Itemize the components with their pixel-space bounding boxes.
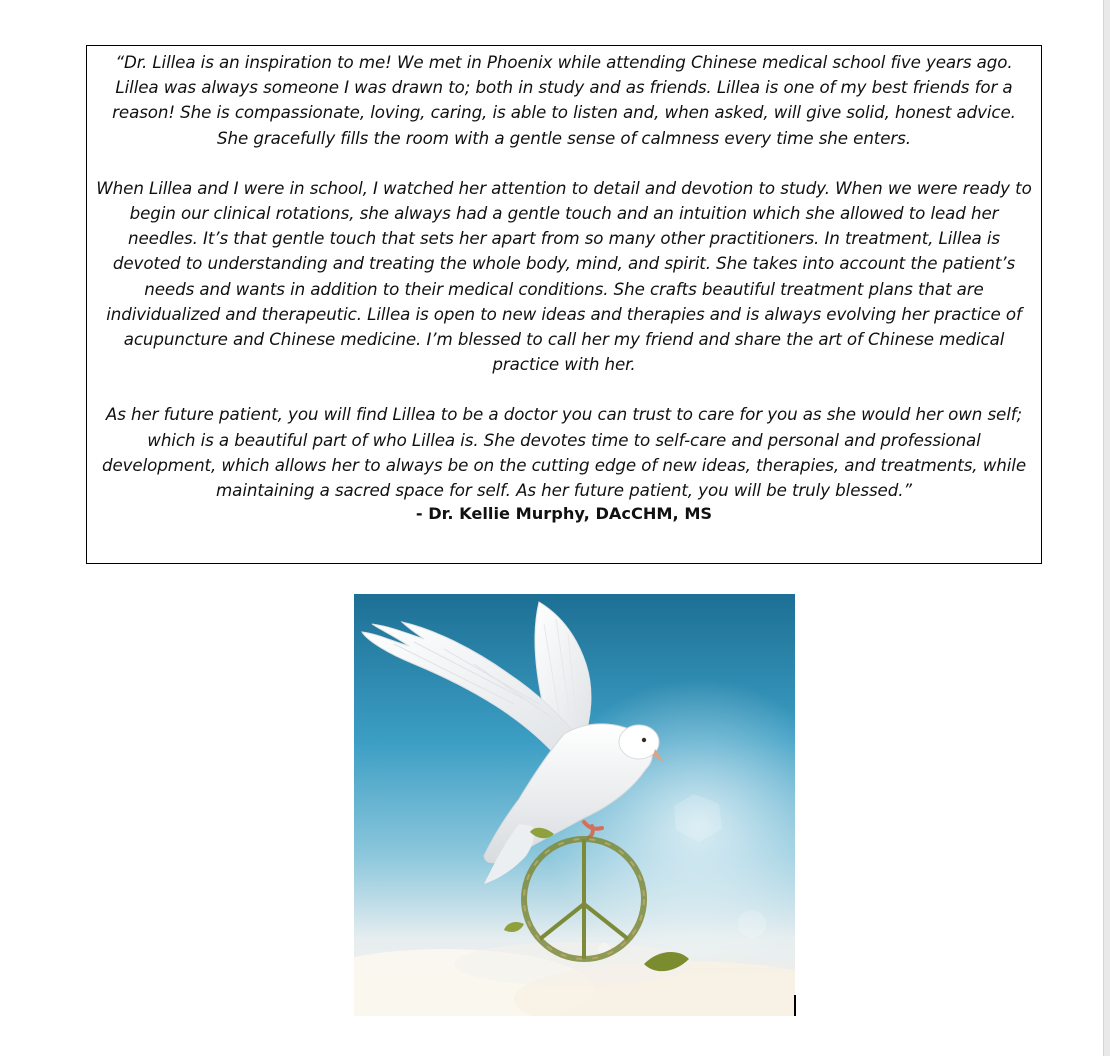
testimonial-paragraph-3: As her future patient, you will find Lillea to be a doctor you can trust to care for you as she would her own self; which is a beautiful part of who Lillea is. She devotes time to self-care and personal and professional development, which allows her to always be on the cutting edge of new ideas, therapies, and treatments, while maintaining a sacred space for self. As her future patient, you will be truly blessed.” [102, 404, 1026, 501]
testimonial-signature: - Dr. Kellie Murphy, DAcCHM, MS [415, 504, 713, 524]
text-cursor [794, 995, 796, 1016]
testimonial-paragraph-1: “Dr. Lillea is an inspiration to me! We met in Phoenix while attending Chinese medical school five years ago. Lillea was always someone I was drawn to; both in study and as friends. Lillea is one of my best friends for a reason! She is compassionate, loving, caring, is able to listen and, when asked, will give solid, honest advice. She gracefully fills the room with a gentle sense of calmness every time she enters. [112, 52, 1016, 148]
dove-peace-image [354, 594, 795, 1016]
testimonial-paragraph-2: When Lillea and I were in school, I watched her attention to detail and devotion to study. When we were ready to begin our clinical rotations, she always had a gentle touch and an intuition which she allowed to lead her needles. It’s that gentle touch that sets her apart from so many other practitioners. In treatment, Lillea is devoted to understanding and treating the whole body, mind, and spirit. She takes into account the patient’s needs and wants in addition to their medical conditions. She crafts beautiful treatment plans that are individualized and therapeutic. Lillea is open to new ideas and therapies and is always evolving her practice of acupuncture and Chinese medicine. I’m blessed to call her my friend and share the art of Chinese medical practice with her. [96, 177, 1032, 375]
page-edge-scrollbar [1103, 0, 1110, 1056]
testimonial-box [86, 45, 1042, 564]
